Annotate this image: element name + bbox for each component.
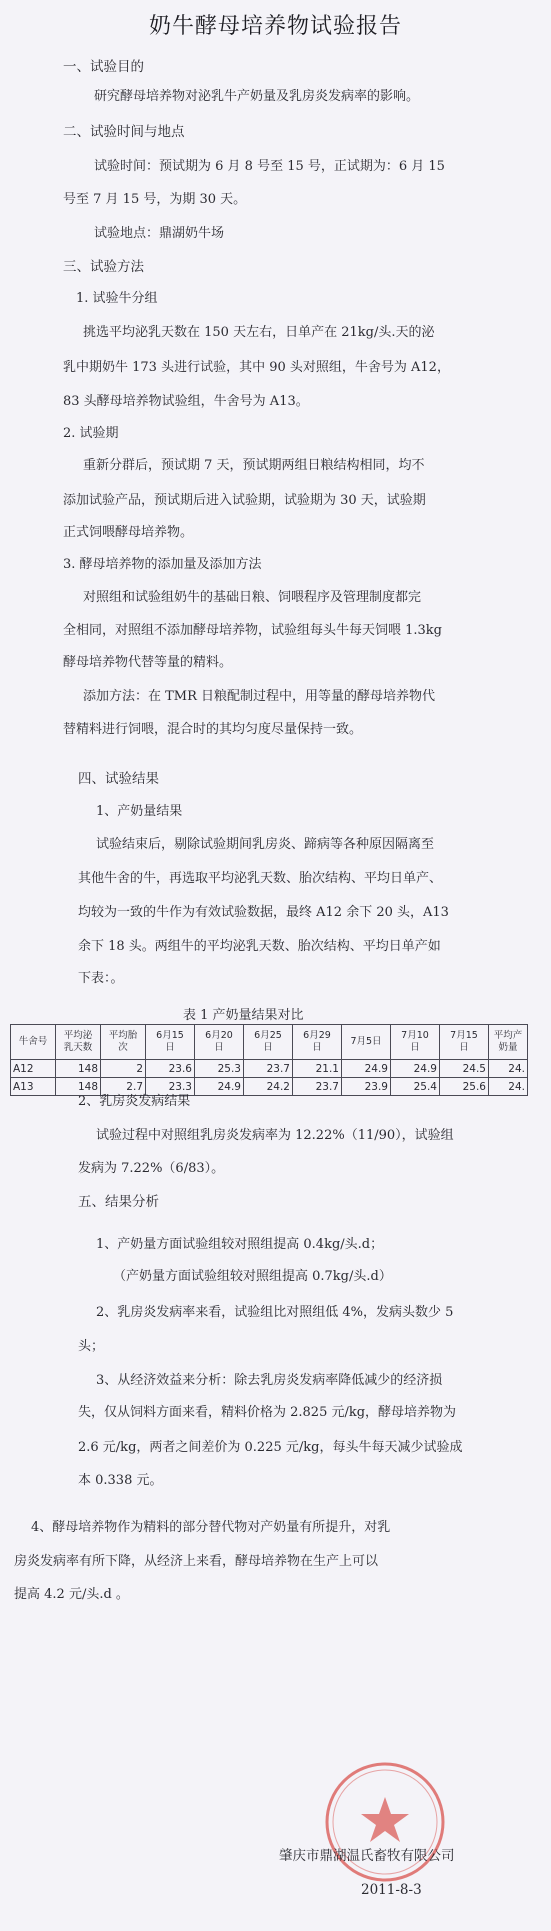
section-5-heading: 五、结果分析 <box>78 1194 159 1210</box>
table-cell: 2 <box>101 1060 146 1078</box>
header-cell: 7月5日 <box>342 1025 391 1060</box>
header-cell: 6月29 日 <box>293 1025 342 1060</box>
section-3-2-heading: 2. 试验期 <box>63 426 119 441</box>
section-4-2-line2: 发病为 7.22%（6/83）。 <box>78 1161 225 1176</box>
analysis-1b: （产奶量方面试验组较对照组提高 0.7kg/头.d） <box>113 1269 392 1284</box>
section-4-1-line1: 试验结束后，剔除试验期间乳房炎、蹄病等各种原因隔离至 <box>96 837 435 852</box>
report-title: 奶牛酵母培养物试验报告 <box>148 14 402 39</box>
section-1-text: 研究酵母培养物对泌乳牛产奶量及乳房炎发病率的影响。 <box>94 89 420 104</box>
table-cell: 25.4 <box>391 1078 440 1096</box>
header-cell: 7月15 日 <box>440 1025 489 1060</box>
section-3-1-line1: 挑选平均泌乳天数在 150 天左右，日单产在 21kg/头.天的泌 <box>83 325 435 340</box>
table-cell: 24. <box>489 1060 528 1078</box>
table-cell: 23.7 <box>293 1078 342 1096</box>
section-2-place: 试验地点：鼎湖奶牛场 <box>94 226 225 241</box>
company-seal-stamp <box>320 1757 450 1887</box>
table-cell: 24.9 <box>195 1078 244 1096</box>
section-4-1-line5: 下表：。 <box>78 971 124 986</box>
section-4-2-line1: 试验过程中对照组乳房炎发病率为 12.22%（11/90），试验组 <box>96 1128 454 1143</box>
table-cell: A13 <box>11 1078 56 1096</box>
table-cell: 21.1 <box>293 1060 342 1078</box>
section-3-3-line1: 对照组和试验组奶牛的基础日粮、饲喂程序及管理制度都完 <box>83 590 422 605</box>
section-3-3-line2: 全相同，对照组不添加酵母培养物，试验组每头牛每天饲喂 1.3kg <box>63 623 443 638</box>
table-cell: 23.9 <box>342 1078 391 1096</box>
section-3-2-line3: 正式饲喂酵母培养物。 <box>63 525 194 540</box>
conclusion-line1: 4、酵母培养物作为精料的部分替代物对产奶量有所提升，对乳 <box>31 1520 391 1535</box>
section-3-2-line2: 添加试验产品，预试期后进入试验期，试验期为 30 天，试验期 <box>63 493 426 508</box>
header-cell: 6月25 日 <box>244 1025 293 1060</box>
table-caption: 表 1 产奶量结果对比 <box>183 1008 304 1023</box>
table-cell: 24.2 <box>244 1078 293 1096</box>
table-cell: 23.3 <box>146 1078 195 1096</box>
table-header-row <box>11 1025 528 1060</box>
header-cell: 牛舍号 <box>11 1025 56 1060</box>
section-2-time-line2: 号至 7 月 15 号，为期 30 天。 <box>63 192 247 207</box>
section-2-heading: 二、试验时间与地点 <box>63 124 185 140</box>
table-cell: 23.6 <box>146 1060 195 1078</box>
section-3-1-line2: 乳中期奶牛 173 头进行试验，其中 90 头对照组，牛舍号为 A12， <box>63 360 450 375</box>
header-cell: 平均产 奶量 <box>489 1025 528 1060</box>
table-cell: 148 <box>56 1060 101 1078</box>
analysis-1: 1、产奶量方面试验组较对照组提高 0.4kg/头.d； <box>96 1237 384 1252</box>
analysis-3-line1: 3、从经济效益来分析：除去乳房炎发病率降低减少的经济损 <box>96 1373 443 1388</box>
section-3-heading: 三、试验方法 <box>63 259 144 275</box>
analysis-3-line2: 失，仅从饲料方面来看，精料价格为 2.825 元/kg，酵母培养物为 <box>78 1405 457 1420</box>
section-4-1-line2: 其他牛舍的牛，再选取平均泌乳天数、胎次结构、平均日单产、 <box>78 871 443 886</box>
conclusion-line3: 提高 4.2 元/头.d 。 <box>14 1587 129 1602</box>
section-4-2-heading: 2、乳房炎发病结果 <box>78 1094 191 1109</box>
section-3-1-heading: 1. 试验牛分组 <box>76 291 158 306</box>
section-1-heading: 一、试验目的 <box>63 59 144 75</box>
table-cell: 24.5 <box>440 1060 489 1078</box>
analysis-2-line1: 2、乳房炎发病率来看，试验组比对照组低 4%，发病头数少 5 <box>96 1305 454 1320</box>
analysis-3-line3: 2.6 元/kg，两者之间差价为 0.225 元/kg，每头牛每天减少试验成 <box>78 1440 463 1455</box>
table-cell: 25.3 <box>195 1060 244 1078</box>
section-3-3-line4: 添加方法：在 TMR 日粮配制过程中，用等量的酵母培养物代 <box>83 689 436 704</box>
section-3-3-heading: 3. 酵母培养物的添加量及添加方法 <box>63 557 262 572</box>
table-row <box>11 1078 528 1096</box>
section-3-1-line3: 83 头酵母培养物试验组，牛舍号为 A13。 <box>63 394 309 409</box>
table-cell: 24.9 <box>391 1060 440 1078</box>
analysis-2-line2: 头； <box>78 1339 105 1354</box>
company-signature: 肇庆市鼎湖温氏畜牧有限公司 <box>279 1848 455 1864</box>
table-cell: 24. <box>489 1078 528 1096</box>
section-4-1-line3: 均较为一致的牛作为有效试验数据，最终 A12 余下 20 头，A13 <box>78 905 449 920</box>
table-cell: A12 <box>11 1060 56 1078</box>
table-row <box>11 1060 528 1078</box>
header-cell: 平均泌 乳天数 <box>56 1025 101 1060</box>
section-2-time-line1: 试验时间：预试期为 6 月 8 号至 15 号，正试期为：6 月 15 <box>94 159 445 174</box>
section-3-3-line5: 替精料进行饲喂，混合时的其均匀度尽量保持一致。 <box>63 722 363 737</box>
section-3-3-line3: 酵母培养物代替等量的精料。 <box>63 655 233 670</box>
section-3-2-line1: 重新分群后，预试期 7 天，预试期两组日粮结构相同，均不 <box>83 458 425 473</box>
header-cell: 6月20 日 <box>195 1025 244 1060</box>
section-4-1-line4: 余下 18 头。两组牛的平均泌乳天数、胎次结构、平均日单产如 <box>78 939 441 954</box>
table-cell: 148 <box>56 1078 101 1096</box>
table-cell: 23.7 <box>244 1060 293 1078</box>
analysis-3-line4: 本 0.338 元。 <box>78 1473 163 1488</box>
table-cell: 25.6 <box>440 1078 489 1096</box>
section-4-1-heading: 1、产奶量结果 <box>96 804 183 819</box>
milk-yield-table <box>10 1024 528 1096</box>
header-cell: 平均胎 次 <box>101 1025 146 1060</box>
table-cell: 24.9 <box>342 1060 391 1078</box>
header-cell: 7月10 日 <box>391 1025 440 1060</box>
conclusion-line2: 房炎发病率有所下降，从经济上来看，酵母培养物在生产上可以 <box>14 1554 379 1569</box>
section-4-heading: 四、试验结果 <box>78 771 159 787</box>
table-cell: 2.7 <box>101 1078 146 1096</box>
report-date: 2011-8-3 <box>361 1882 422 1898</box>
header-cell: 6月15 日 <box>146 1025 195 1060</box>
